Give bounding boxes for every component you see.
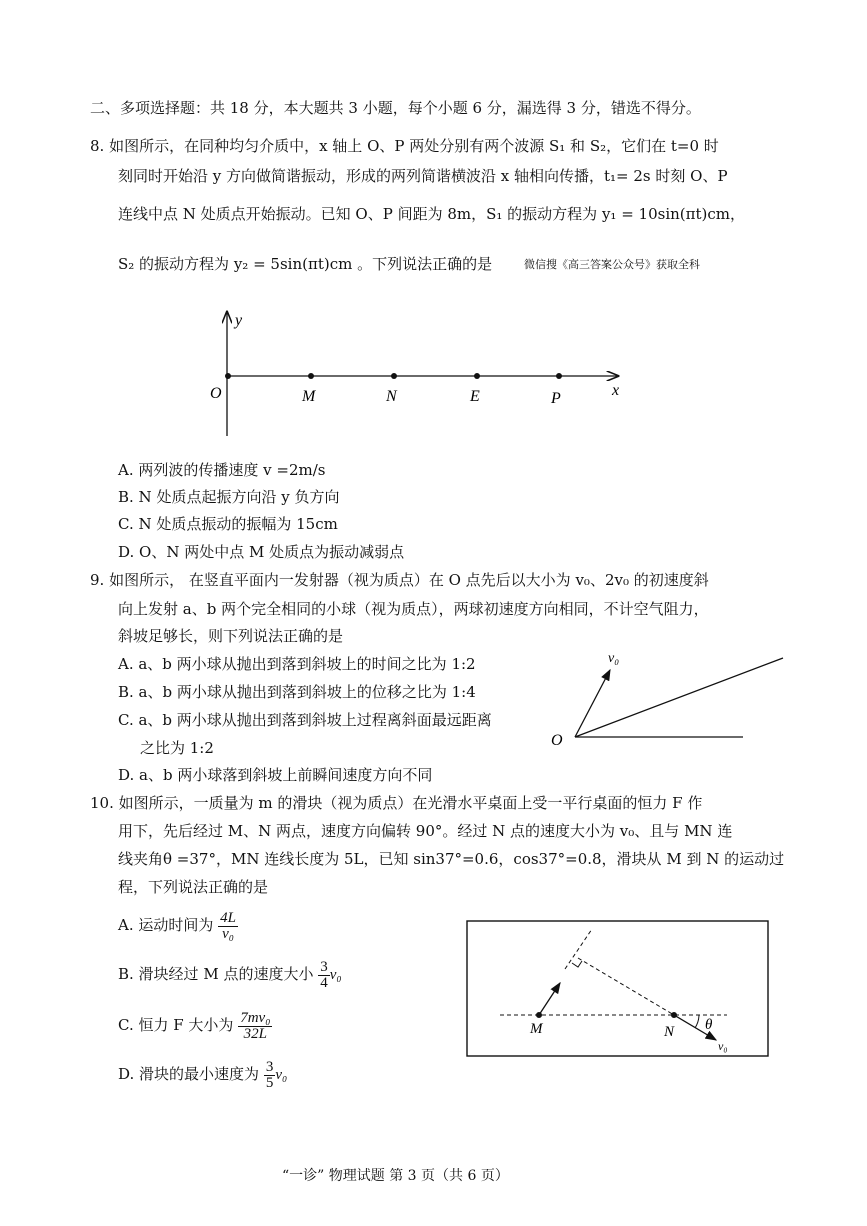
q10-option-a-denominator: v₀ [222, 925, 235, 942]
watermark: 微信搜《高三答案公众号》获取全科 [524, 258, 700, 271]
q8-line2: 刻同时开始沿 y 方向做简谐振动，形成的两列简谐横波沿 x 轴相向传播，t₁= 2s 时刻 O、P [118, 167, 728, 185]
q10-point-M: M [530, 1021, 543, 1037]
q10-option-d-numerator: 3 [265, 1058, 274, 1075]
q9-option-b: B. a、b 两小球从抛出到落到斜坡上的位移之比为 1:4 [118, 683, 476, 701]
q8-x-axis-label: x [612, 382, 620, 399]
q10-option-d-denominator: 5 [265, 1074, 274, 1091]
q10-theta-label: θ [705, 1017, 713, 1033]
q10-option-b-text: B. 滑块经过 M 点的速度大小 [118, 965, 314, 983]
q10-option-c-denominator: 32L [243, 1025, 267, 1042]
q8-origin-label: O [210, 385, 222, 402]
q10-line2: 用下，先后经过 M、N 两点，速度方向偏转 90°。经过 N 点的速度大小为 v₀、且与 MN 连 [118, 822, 733, 840]
q10-option-d-text: D. 滑块的最小速度为 [118, 1065, 260, 1083]
q8-line4: S₂ 的振动方程为 y₂ = 5sin(πt)cm 。下列说法正确的是 [118, 255, 493, 273]
q10-option-b-numerator: 3 [320, 958, 328, 975]
q9-option-c-cont: 之比为 1:2 [140, 739, 214, 757]
q9-option-a: A. a、b 两小球从抛出到落到斜坡上的时间之比为 1:2 [118, 655, 476, 673]
q10-option-b-unit: v₀ [329, 967, 342, 983]
q10-option-c-numerator: 7mv₀ [240, 1009, 271, 1026]
q8-option-d: D. O、N 两处中点 M 处质点为振动减弱点 [118, 543, 405, 561]
q9-option-d: D. a、b 两小球落到斜坡上前瞬间速度方向不同 [118, 766, 433, 784]
q8-line1: 8. 如图所示，在同种均匀介质中，x 轴上 O、P 两处分别有两个波源 S₁ 和 S₂，它们在 t=0 时 [90, 137, 719, 155]
q9-option-c: C. a、b 两小球从抛出到落到斜坡上过程离斜面最远距离 [118, 711, 492, 729]
q10-line1: 10. 如图所示，一质量为 m 的滑块（视为质点）在光滑水平桌面上受一平行桌面的恒力 F 作 [90, 794, 703, 812]
q8-option-b: B. N 处质点起振方向沿 y 负方向 [118, 488, 340, 506]
q8-point-P: P [551, 390, 561, 407]
q8-option-a: A. 两列波的传播速度 v =2m/s [118, 461, 326, 479]
q10-option-b-denominator: 4 [320, 974, 328, 991]
q10-option-a-numerator: 4L [220, 909, 236, 926]
q9-line2: 向上发射 a、b 两个完全相同的小球（视为质点），两球初速度方向相同，不计空气阻力， [118, 600, 709, 618]
section-header: 二、多项选择题：共 18 分，本大题共 3 小题，每个小题 6 分，漏选得 3 分，错选不得分。 [90, 99, 701, 117]
q10-point-N: N [664, 1024, 675, 1040]
q8-option-c: C. N 处质点振动的振幅为 15cm [118, 515, 338, 533]
q9-line3: 斜坡足够长，则下列说法正确的是 [118, 627, 344, 645]
q8-point-M: M [302, 388, 316, 405]
q9-line1: 9. 如图所示， 在竖直平面内一发射器（视为质点）在 O 点先后以大小为 v₀、2v₀ 的初速度斜 [90, 571, 709, 589]
q10-option-d-unit: v₀ [275, 1067, 288, 1083]
q9-velocity-label: v₀ [608, 651, 620, 666]
page-footer: “一诊” 物理试题 第 3 页（共 6 页） [282, 1168, 509, 1184]
q8-point-E: E [470, 388, 480, 405]
q8-point-N: N [386, 388, 397, 405]
q9-origin-label: O [551, 732, 563, 749]
q10-option-c-text: C. 恒力 F 大小为 [118, 1016, 234, 1034]
q8-y-axis-label: y [235, 312, 243, 329]
q10-line3: 线夹角θ =37°，MN 连线长度为 5L，已知 sin37°=0.6，cos37°=0.8，滑块从 M 到 N 的运动过 [118, 850, 785, 868]
q10-line4: 程，下列说法正确的是 [118, 878, 269, 896]
q8-line3: 连线中点 N 处质点开始振动。已知 O、P 间距为 8m，S₁ 的振动方程为 y₁ = 10sin(πt)cm， [118, 205, 745, 223]
q10-velocity-label: v₀ [718, 1039, 728, 1053]
q10-option-a-text: A. 运动时间为 [118, 916, 214, 934]
